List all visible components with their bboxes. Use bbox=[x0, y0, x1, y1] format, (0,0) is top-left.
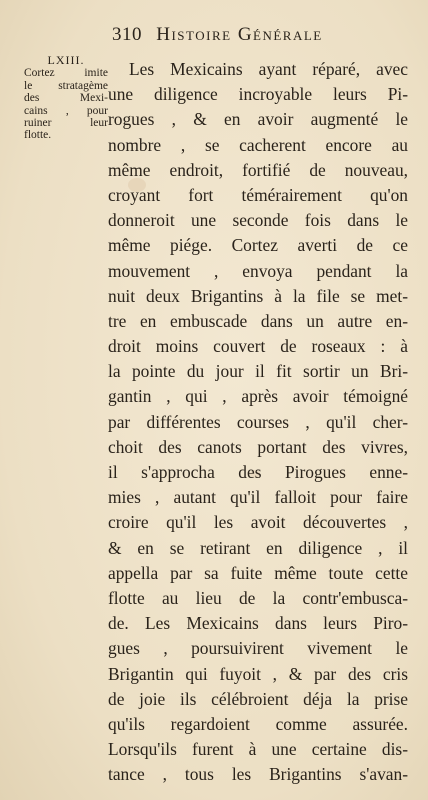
text-line: Brigantin qui fuyoit , & par des cris bbox=[108, 663, 408, 684]
text-line: nombre , se cacherent encore au bbox=[108, 134, 408, 155]
margin-note-line: ruiner leur bbox=[24, 117, 108, 130]
text-line: appella par sa fuite même toute cette bbox=[108, 562, 408, 583]
text-line: flotte au lieu de la contr'embusca- bbox=[108, 587, 408, 608]
text-line: qu'ils regardoient comme assurée. bbox=[108, 713, 408, 734]
text-line: tre en embuscade dans un autre en- bbox=[108, 310, 408, 331]
text-line: Lorsqu'ils furent à une certaine dis- bbox=[108, 739, 408, 760]
text-line: droit moins couvert de roseaux : à bbox=[108, 336, 408, 357]
text-line: par différentes courses , qu'il cher- bbox=[108, 411, 408, 432]
margin-note bbox=[24, 54, 108, 142]
margin-note-line: Cortez imite bbox=[24, 67, 108, 80]
text-line: même piége. Cortez averti de ce bbox=[108, 235, 408, 256]
text-line: mouvement , envoya pendant la bbox=[108, 260, 408, 281]
text-line: donneroit une seconde fois dans le bbox=[108, 210, 408, 231]
margin-note-number: LXIII. bbox=[47, 53, 85, 67]
text-line: Les Mexicains ayant réparé, avec bbox=[129, 59, 408, 79]
text-line: rogues , & en avoir augmenté le bbox=[108, 109, 408, 130]
running-head bbox=[112, 24, 412, 46]
margin-note-line: flotte. bbox=[24, 129, 52, 142]
page-number: 310 bbox=[112, 24, 142, 45]
text-line: mies , autant qu'il falloit pour faire bbox=[108, 487, 408, 508]
text-line: gantin , qui , après avoir témoigné bbox=[108, 386, 408, 407]
text-line: une diligence incroyable leurs Pi- bbox=[108, 84, 408, 105]
text-line: il s'approcha des Pirogues enne- bbox=[108, 462, 408, 482]
text-line: nuit deux Brigantins à la file se met- bbox=[108, 285, 408, 306]
body-text bbox=[108, 57, 408, 787]
text-line: gues , poursuivirent vivement le bbox=[108, 638, 408, 659]
margin-note-line: des Mexi- bbox=[24, 92, 108, 105]
text-line: choit des canots portant des vivres, bbox=[108, 436, 408, 457]
text-line: croyant fort témérairement qu'on bbox=[108, 184, 408, 205]
margin-note-line: le stratagème bbox=[24, 79, 108, 92]
text-line: tance , tous les Brigantins s'avan- bbox=[108, 764, 408, 785]
text-line: même endroit, fortifié de nouveau, bbox=[108, 159, 408, 180]
text-line: & en se retirant en diligence , il bbox=[108, 537, 408, 558]
margin-note-line: cains , pour bbox=[24, 104, 108, 117]
text-line: de joie ils célébroient déja la prise bbox=[108, 688, 408, 709]
text-line: de. Les Mexicains dans leurs Piro- bbox=[108, 613, 408, 634]
text-line: croire qu'il les avoit découvertes , bbox=[108, 512, 408, 533]
running-title: Histoire Générale bbox=[156, 24, 323, 45]
text-line: la pointe du jour il fit sortir un Bri- bbox=[108, 361, 408, 382]
